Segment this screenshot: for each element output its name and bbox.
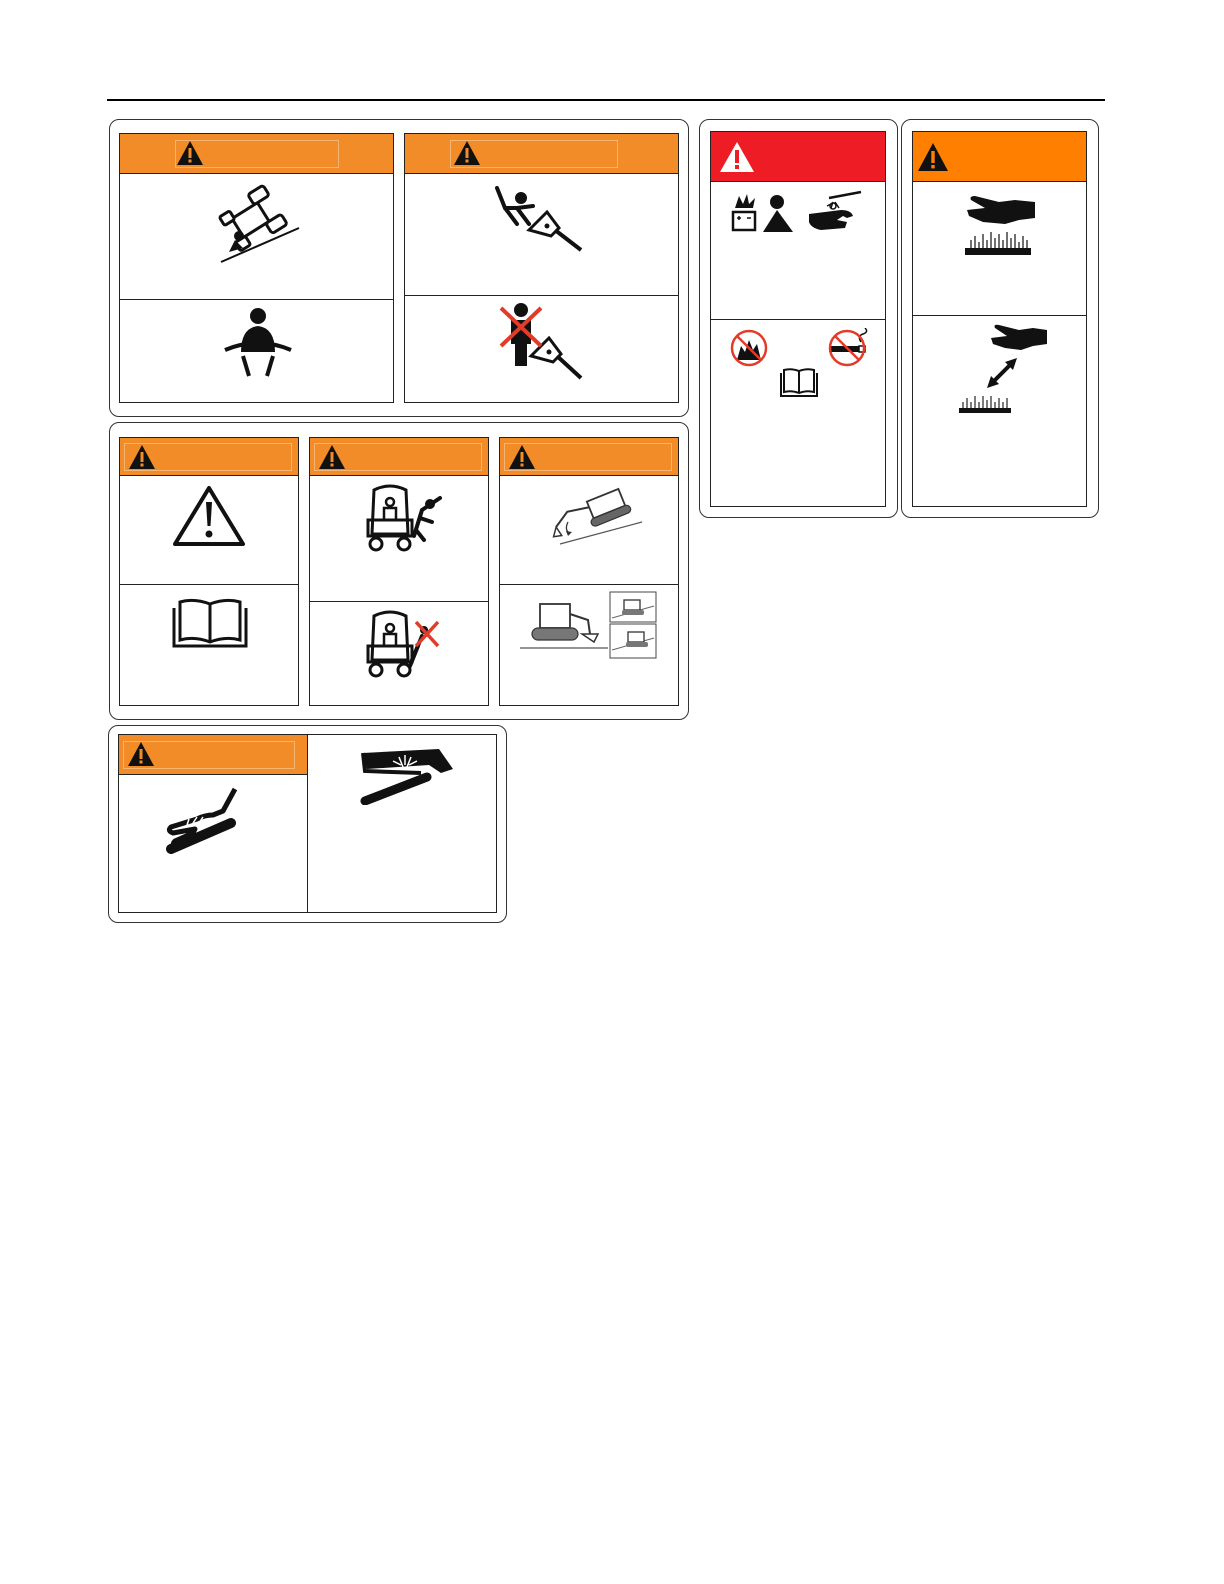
fluid-injection-icon xyxy=(165,785,241,855)
page-header-rule xyxy=(107,99,1105,101)
warning-header xyxy=(405,134,678,174)
no-flame-icon xyxy=(729,328,769,368)
keep-away-hot-icon xyxy=(957,322,1049,414)
battery-explosion-icon xyxy=(731,192,797,236)
warning-triangle-icon xyxy=(508,444,536,470)
decal-hot-surface xyxy=(912,131,1087,507)
alert-triangle-icon xyxy=(172,484,246,548)
danger-triangle-icon xyxy=(719,141,755,173)
acid-burn-icon xyxy=(807,188,863,234)
warning-header xyxy=(500,438,678,476)
warning-triangle-icon xyxy=(176,140,204,166)
warning-header xyxy=(120,438,298,476)
decal-slope-operation xyxy=(499,437,679,706)
warning-triangle-icon xyxy=(453,140,481,166)
danger-header xyxy=(711,132,885,182)
read-manual-icon xyxy=(172,596,248,650)
decal-bucket-fall xyxy=(404,133,679,403)
warning-triangle-icon xyxy=(128,444,156,470)
no-jumping-icon xyxy=(366,608,448,680)
seatbelt-icon xyxy=(223,306,293,378)
warning-header xyxy=(120,134,393,174)
warning-triangle-icon xyxy=(917,142,949,172)
slope-tipping-icon xyxy=(544,482,648,548)
cardboard-leak-check-icon xyxy=(359,743,455,805)
fall-from-bucket-icon xyxy=(493,184,585,254)
warning-header xyxy=(310,438,488,476)
rollover-icon xyxy=(215,182,305,266)
warning-header xyxy=(119,735,308,775)
decal-battery xyxy=(710,131,886,507)
warning-triangle-icon xyxy=(318,444,346,470)
warning-header xyxy=(913,132,1086,182)
decal-general-warning xyxy=(119,437,299,706)
decal-rollover-seatbelt xyxy=(119,133,394,403)
read-manual-icon xyxy=(779,366,819,400)
decal-hydraulic-injection xyxy=(118,734,497,913)
decal-tip-over xyxy=(309,437,489,706)
no-riders-bucket-icon xyxy=(497,300,587,382)
no-smoking-icon xyxy=(825,328,871,368)
warning-triangle-icon xyxy=(127,741,155,767)
hot-surface-hand-icon xyxy=(963,192,1039,258)
fall-from-machine-icon xyxy=(366,482,448,554)
slope-loader-icon xyxy=(518,590,660,660)
